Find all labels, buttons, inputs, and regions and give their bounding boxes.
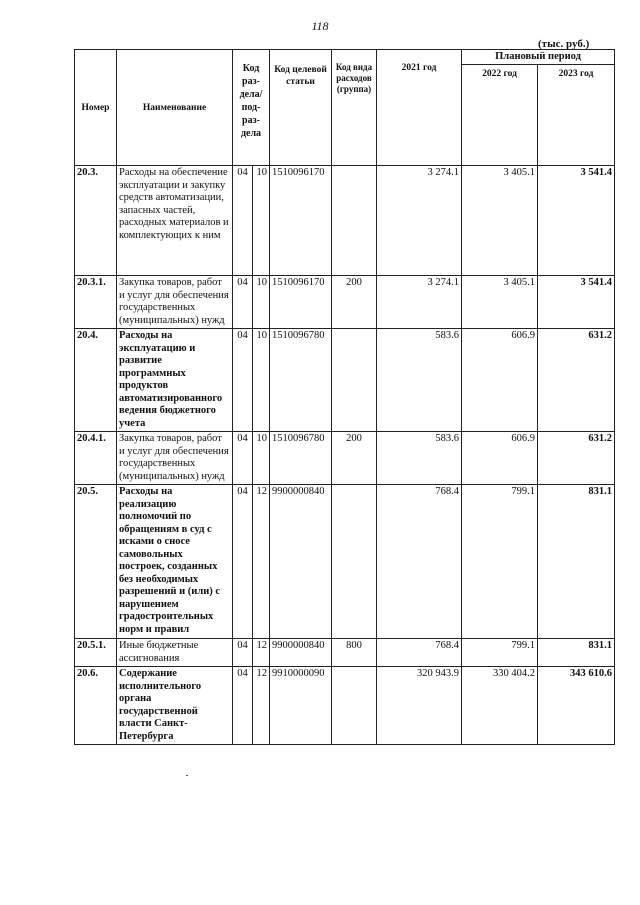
table-row (75, 485, 615, 639)
row-amount-2021: 320 943.9 (377, 667, 462, 745)
table-row (75, 166, 615, 276)
row-expense-type (332, 667, 377, 745)
row-amount-2022: 799.1 (462, 639, 538, 667)
row-subsection: 10 (253, 329, 270, 432)
row-section: 04 (233, 639, 253, 667)
row-subsection: 10 (253, 432, 270, 485)
row-number: 20.3. (75, 166, 117, 276)
row-name: Расходы на обеспечение эксплуатации и закупку средств автоматизации, запасных частей, расходных материалов и комплектующих к ним (117, 166, 233, 276)
row-amount-2022: 330 404.2 (462, 667, 538, 745)
row-amount-2021: 3 274.1 (377, 276, 462, 329)
row-amount-2021: 768.4 (377, 485, 462, 639)
row-amount-2022: 3 405.1 (462, 276, 538, 329)
row-number: 20.4. (75, 329, 117, 432)
row-target-code: 1510096170 (270, 276, 332, 329)
row-target-code: 9900000840 (270, 485, 332, 639)
row-name: Закупка товаров, работ и услуг для обеспечения государственных (муниципальных) нужд (117, 276, 233, 329)
row-amount-2021: 768.4 (377, 639, 462, 667)
row-name: Расходы на эксплуатацию и развитие программных продуктов автоматизированного ведения бюджетного учета (117, 329, 233, 432)
row-expense-type (332, 485, 377, 639)
row-name: Иные бюджетные ассигнования (117, 639, 233, 667)
row-section: 04 (233, 667, 253, 745)
units-label: (тыс. руб.) (538, 38, 590, 50)
table-row (75, 432, 615, 485)
row-subsection: 10 (253, 166, 270, 276)
header-year-2021: 2021 год (377, 50, 462, 166)
row-subsection: 12 (253, 639, 270, 667)
page-number: 118 (311, 19, 329, 33)
row-target-code: 9900000840 (270, 639, 332, 667)
row-target-code: 1510096170 (270, 166, 332, 276)
row-target-code: 1510096780 (270, 432, 332, 485)
row-name: Закупка товаров, работ и услуг для обеспечения государственных (муниципальных) нужд (117, 432, 233, 485)
header-row (75, 50, 615, 65)
row-expense-type (332, 329, 377, 432)
row-amount-2022: 606.9 (462, 329, 538, 432)
table-row (75, 329, 615, 432)
budget-table (74, 49, 615, 745)
row-amount-2023: 343 610.6 (538, 667, 615, 745)
row-amount-2023: 631.2 (538, 329, 615, 432)
row-target-code: 9910000090 (270, 667, 332, 745)
row-amount-2021: 3 274.1 (377, 166, 462, 276)
row-amount-2023: 3 541.4 (538, 276, 615, 329)
stray-mark (186, 775, 188, 776)
row-number: 20.6. (75, 667, 117, 745)
row-expense-type: 800 (332, 639, 377, 667)
header-section-code: Код раз-дела/ под-раз-дела (233, 50, 270, 166)
header-target-code: Код целевой статьи (270, 50, 332, 166)
table-row (75, 639, 615, 667)
row-amount-2021: 583.6 (377, 329, 462, 432)
row-section: 04 (233, 276, 253, 329)
row-name: Расходы на реализацию полномочий по обращениям в суд с исками о сносе самовольных построек, созданных без необходимых разрешений и (или) с нарушением градостроительных норм и правил (117, 485, 233, 639)
row-name: Содержание исполнительного органа государственной власти Санкт-Петербурга (117, 667, 233, 745)
row-expense-type: 200 (332, 276, 377, 329)
header-plan-period: Плановый период (462, 50, 615, 65)
table-row (75, 276, 615, 329)
row-number: 20.4.1. (75, 432, 117, 485)
row-number: 20.3.1. (75, 276, 117, 329)
table-row (75, 667, 615, 745)
header-number: Номер (75, 50, 117, 166)
row-section: 04 (233, 485, 253, 639)
row-expense-type (332, 166, 377, 276)
row-amount-2022: 799.1 (462, 485, 538, 639)
row-expense-type: 200 (332, 432, 377, 485)
row-amount-2022: 3 405.1 (462, 166, 538, 276)
row-number: 20.5. (75, 485, 117, 639)
row-subsection: 12 (253, 485, 270, 639)
row-section: 04 (233, 166, 253, 276)
row-amount-2021: 583.6 (377, 432, 462, 485)
row-subsection: 10 (253, 276, 270, 329)
header-name: Наименование (117, 50, 233, 166)
row-target-code: 1510096780 (270, 329, 332, 432)
table-body (75, 166, 615, 745)
row-section: 04 (233, 329, 253, 432)
row-amount-2023: 831.1 (538, 485, 615, 639)
header-year-2023: 2023 год (538, 65, 615, 166)
row-number: 20.5.1. (75, 639, 117, 667)
row-amount-2023: 831.1 (538, 639, 615, 667)
row-subsection: 12 (253, 667, 270, 745)
row-section: 04 (233, 432, 253, 485)
row-amount-2022: 606.9 (462, 432, 538, 485)
header-year-2022: 2022 год (462, 65, 538, 166)
header-expense-type: Код вида расходов (группа) (332, 50, 377, 166)
row-amount-2023: 631.2 (538, 432, 615, 485)
row-amount-2023: 3 541.4 (538, 166, 615, 276)
